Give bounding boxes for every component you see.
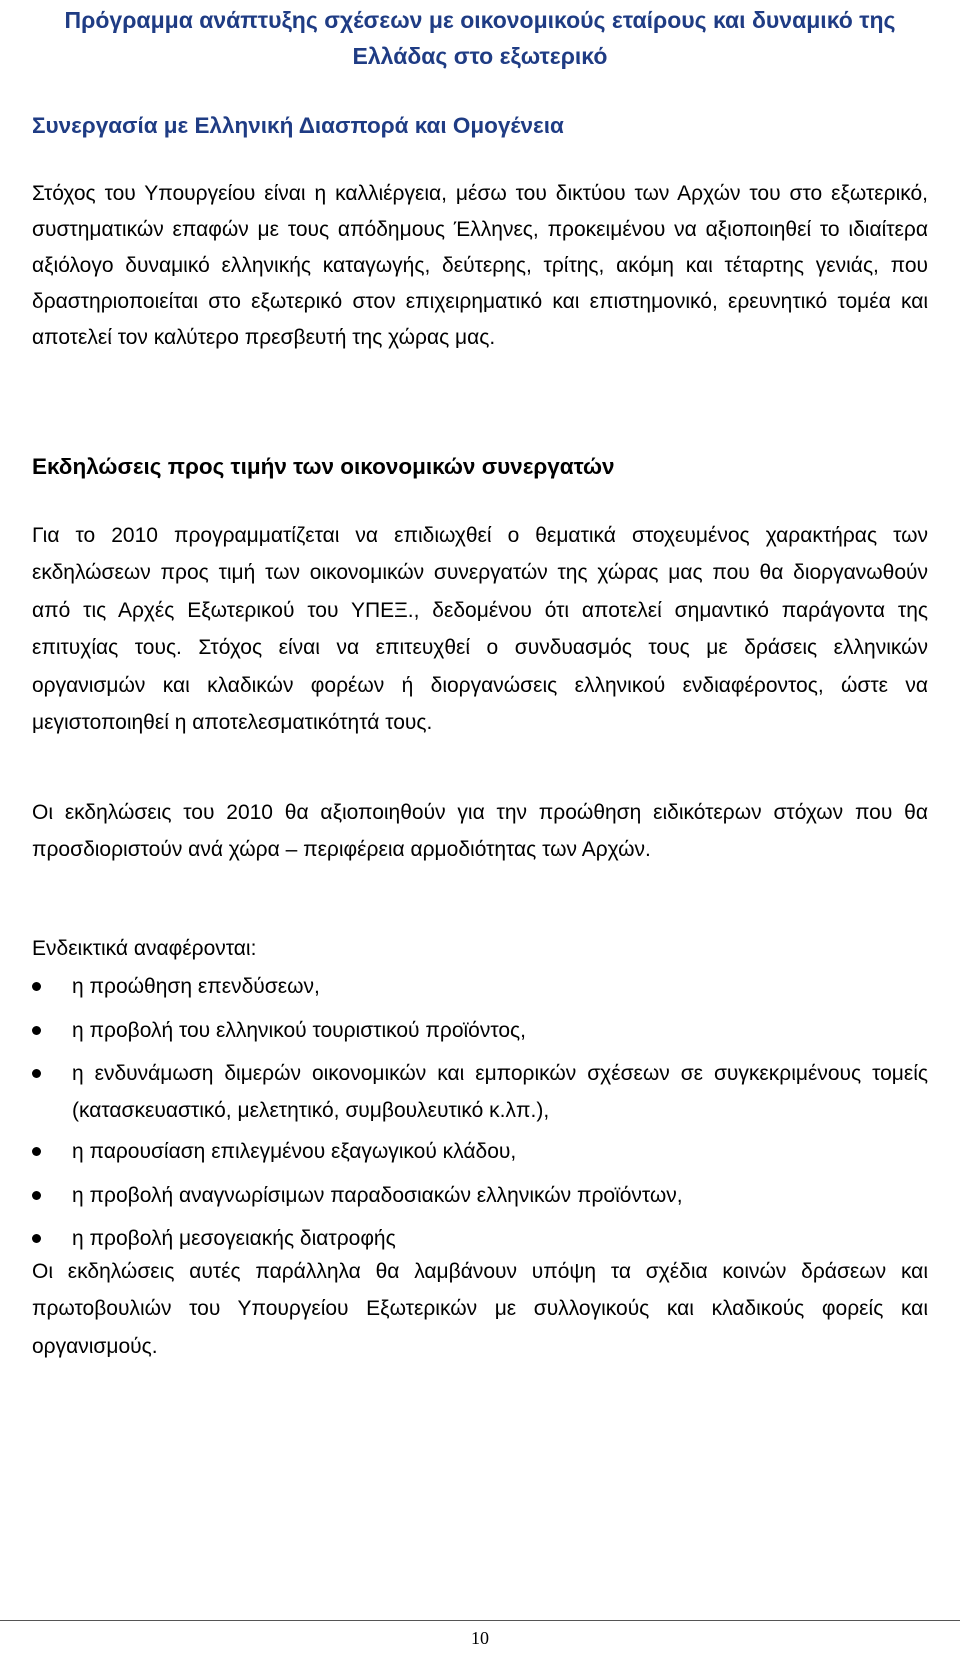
- bullet-icon: [32, 1147, 41, 1156]
- bullet-icon: [32, 1234, 41, 1243]
- paragraph-events-2010: Για το 2010 προγραμματίζεται να επιδιωχθεί ο θεματικά στοχευμένος χαρακτήρας των εκδηλώσεων προς τιμή των οικονομικών συνεργατών της χώρας μας που θα διοργανωθούν από τις Αρχές Εξωτερικού του ΥΠΕΞ., δεδομένου ότι αποτελεί σημαντικό παράγοντα της επιτυχίας τους. Στόχος είναι να επιτευχθεί ο συνδυασμός τους με δράσεις ελληνικών οργανισμών και κλαδικών φορέων ή διοργανώσεις ελληνικού ενδιαφέροντος, ώστε να μεγιστοποιηθεί η αποτελεσματικότητά τους.: [32, 524, 928, 735]
- document-title: Πρόγραμμα ανάπτυξης σχέσεων με οικονομικούς εταίρους και δυναμικό της Ελλάδας στο εξωτερικό: [64, 7, 896, 69]
- list-item: η προώθηση επενδύσεων,: [32, 968, 928, 1005]
- list-item: η ενδυνάμωση διμερών οικονομικών και εμπορικών σχέσεων σε συγκεκριμένους τομείς (κατασκευαστικό, μελετητικό, συμβουλευτικό κ.λπ.),: [32, 1055, 928, 1129]
- bullet-icon: [32, 982, 41, 991]
- paragraph-events-goals: Οι εκδηλώσεις του 2010 θα αξιοποιηθούν για την προώθηση ειδικότερων στόχων που θα προσδιοριστούν ανά χώρα – περιφέρεια αρμοδιότητας των Αρχών.: [32, 801, 928, 862]
- bullet-icon: [32, 1069, 41, 1078]
- paragraph-joint-actions: Οι εκδηλώσεις αυτές παράλληλα θα λαμβάνουν υπόψη τα σχέδια κοινών δράσεων και πρωτοβουλιών του Υπουργείου Εξωτερικών με συλλογικούς και κλαδικούς φορείς και οργανισμούς.: [32, 1260, 928, 1358]
- list-item: η προβολή μεσογειακής διατροφής: [32, 1220, 928, 1257]
- list-item: η προβολή του ελληνικού τουριστικού προϊόντος,: [32, 1012, 928, 1049]
- section-heading-diaspora: Συνεργασία με Ελληνική Διασπορά και Ομογένεια: [32, 113, 564, 138]
- indicative-list: [32, 968, 928, 1264]
- bullet-icon: [32, 1026, 41, 1035]
- section-heading-events: Εκδηλώσεις προς τιμήν των οικονομικών συνεργατών: [32, 454, 615, 479]
- footer-divider: [0, 1620, 960, 1621]
- list-item: η προβολή αναγνωρίσιμων παραδοσιακών ελληνικών προϊόντων,: [32, 1177, 928, 1214]
- list-item: η παρουσίαση επιλεγμένου εξαγωγικού κλάδου,: [32, 1133, 928, 1170]
- bullet-icon: [32, 1191, 41, 1200]
- list-intro: Ενδεικτικά αναφέρονται:: [32, 937, 257, 960]
- page-number: 10: [471, 1628, 489, 1648]
- paragraph-diaspora: Στόχος του Υπουργείου είναι η καλλιέργεια, μέσω του δικτύου των Αρχών του στο εξωτερικό, συστηματικών επαφών με τους απόδημους Έλληνες, προκειμένου να αξιοποιηθεί το ιδιαίτερα αξιόλογο δυναμικό ελληνικής καταγωγής, δεύτερης, τρίτης, ακόμη και τέταρτης γενιάς, που δραστηριοποιείται στο εξωτερικό στον επιχειρηματικό και επιστημονικό, ερευνητικό τομέα και αποτελεί τον καλύτερο πρεσβευτή της χώρας μας.: [32, 182, 928, 349]
